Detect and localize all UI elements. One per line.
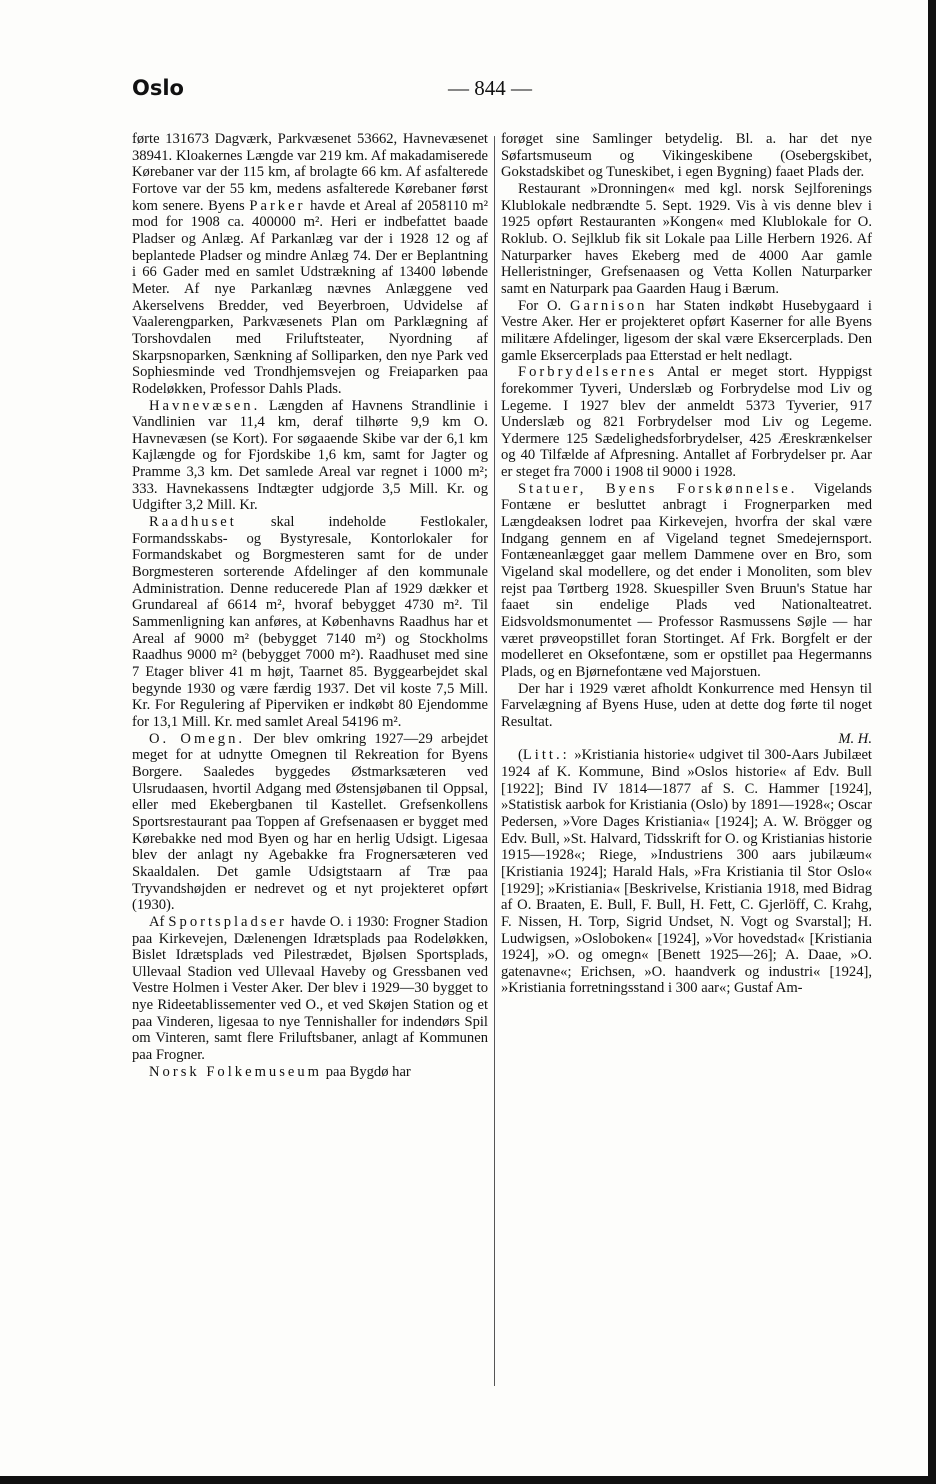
paragraph-text: har Staten indkøbt Husebygaard i Vestre Aker. Her er projekteret opført Kaserner for alle Byens militære Afdelinger, ligesom der skal være Eksercerplads. Den gamle Eksercerplads paa Etterstad er helt nedlagt. [501, 297, 872, 364]
paragraph-text: ( [518, 747, 523, 764]
section-keyword-havnevaesen: Havnevæsen. [149, 397, 261, 414]
paragraph-raadhuset [132, 514, 488, 731]
paragraph-statuer [501, 481, 872, 681]
paragraph-text: førte 131673 Dagværk, Parkvæsenet 53662, Havnevæsenet 38941. Kloakernes Længde var 219 km. Af makadamiserede Kørebaner var der 115 km, af brolagte 66 km. Af asfalterede Fortove var der 55 km, medens asfalterede Kørebaner først kom senere. Byens [132, 131, 488, 214]
section-keyword-raadhuset: Raadhuset [149, 514, 237, 531]
section-keyword-omegn: O. Omegn. [149, 730, 246, 747]
paragraph-text: havde et Areal af 2058110 m² mod for 1908 ca. 400000 m². Heri er indbefattet baade Pladser og Anlæg. Af Parkanlæg var der i 1928 12 og af beplantede Pladser og mindre Anlæg 74. Der er Beplantning i 66 Gader med en samlet Udstrækning af 13400 løbende Meter. Af nye Parkanlæg nævnes Anlæggene ved Akerselvens Bredder, ved Beyerbroen, Udvidelse af Vaalerengparken, Parkvæsenets Plan om Parklægning af Torshovdalen med Friluftsteater, Nyordning af Skarpsnoparken, Sænkning af Solliparken, den nye Park ved Sophiesminde ved Trondhjemsvejen og Freiaparken paa Rodeløkken, Professor Dahls Plads. [132, 197, 488, 397]
paragraph-text: havde O. i 1930: Frogner Stadion paa Kirkevejen, Dælenengen Idrætsplads paa Rodeløkken, Bislet Idrætsplads ved Pilestrædet, Bjølsen Sportsplads, Ullevaal Stadion ved Ullevaal Haveby og Gressbanen ved Vestre Holmen i Vester Aker. Der blev i 1929—30 bygget to nye Rideetablissementer ved O., et ved Skøjen Station og et paa Vinderen, ligesaa to nye Tennishaller for indendørs Spil om Vinteren, samt flere Friluftsbaner, anlagt af Kommunen paa Frogner. [132, 913, 488, 1064]
paragraph-text: Der blev omkring 1927—29 arbejdet meget for at udnytte Omegnen til Rekreation for Byens Borgere. Saaledes byggedes Østmarksæteren ved Ulsrudaasen, hvortil Adgang med Østensjøbanen til Oppsal, eller med Ekebergbanen til Kastellet. Grefsenkollens Sportsrestaurant paa Toppen af Grefsenaasen er bygget med Kørebakke ned mod Byen og har en herlig Udsigt. Ligesaa blev der anlagt ny Agebakke fra Frognersæteren ved Skaaldalen. Det gamle Udsigtstaarn af Træ paa Tryvandshøjden er nedrevet og et nyt projekteret opført (1930). [132, 730, 488, 914]
paragraph-text: skal indeholde Festlokaler, Formandsskabs- og Bystyresale, Kontorlokaler for Formandskabet og Borgmesteren samt for de under Borgmesteren sorterende Afdelinger af den kommunale Administration. Denne reducerede Plan af 1929 dækker et Grundareal af 6614 m², hvoraf bebygget 4730 m². Til Sammenligning kan anføres, at Københavns Raadhus har et Areal af 9000 m² (bebygget 7140 m²) og Stockholms Raadhus 9000 m² (bebygget 7000 m²). Raadhuset med sine 7 Etager bliver 41 m højt, Taarnet 85. Byggearbejdet skal begynde 1930 og være færdig 1937. Det vil koste 7,5 Mill. Kr. For Regulering af Piperviken er indkøbt 80 Ejendomme for 13,1 Mill. Kr. med samlet Areal 54196 m². [132, 514, 488, 730]
paragraph-text: Der har i 1929 været afholdt Konkurrence med Hensyn til Farvelægning af Byens Huse, uden at dette dog førte til noget Resultat. [501, 680, 872, 730]
paragraph-litteratur [501, 747, 872, 997]
paragraph-text: »Kristiania historie« udgivet til 300-Aars Jubilæet 1924 af K. Kommune, Bind »Oslos historie« af Edv. Bull [1922]; Bind IV 1814—1877 af S. C. Hammer [1924], »Statistisk aarbok for Kristiania (Oslo) by 1891—1928«; Oscar Pedersen, »Vore Dages Kristiania« [1924]; A. W. Brögger og Edv. Bull, »St. Halvard, Tidsskrift for O. og Kristianias historie 1915—1928«; Riege, »Industriens 300 aars jubilæum« [Kristiania 1924]; Harald Hals, »Fra Kristiania til Stor Oslo« [1929]; »Kristiania« [Beskrivelse, Kristiania 1918, med Bidrag af O. Braaten, E. Bull, F. Bull, H. Fett, C. Gjerlöff, C. Krahg, F. Nissen, H. Torp, Sigrid Undset, N. Vogt og Svarstal]; H. Ludwigsen, »Osloboken« [1924], »Vor hovedstad« [Kristiania 1924], »O. og omegn« [Benett 1925—26]; A. Daae, »O. gatenavne«; Erichsen, »O. haandverk og industri« [1924], »Kristiania forretningsstand i 300 aar«; Gustaf Am- [501, 747, 872, 997]
section-keyword-litteratur: Litt.: [522, 747, 570, 764]
author-signature: M. H. [838, 730, 872, 747]
paragraph-konkurrence [501, 681, 872, 731]
right-column [501, 131, 872, 997]
section-keyword-statuer: Statuer, Byens Forskønnelse. [518, 480, 798, 497]
paragraph-text: Vigelands Fontæne er besluttet anbragt i Frognerparken med Længdeaksen lodret paa Kirkevejen, hvorfra der skal være Indgang gennem en af Vigeland tegnet Smedejernsport. Fontæneanlægget gaar mellem Dammene over en Bro, som Vigeland skal modellere, og det ender i Monoliten, som blev rejst paa Tørtberg 1928. Skuespiller Sven Bruun's Statue har faaet sin endelige Plads ved Nationalteatret. Eidsvoldsmonumentet — Professor Rasmussens Søjle — har været prøveopstillet foran Stortinget. Af Frk. Borgfelt er der modelleret en Oksefontæne, som er opstillet paa Hegermanns Plads, og en Bjørnefontæne ved Majorstuen. [501, 480, 872, 680]
left-column [132, 131, 488, 1080]
paragraph-text: For O. [518, 297, 562, 314]
paragraph-text: Længden af Havnens Strandlinie i Vandlinien var 11,4 km, deraf tilhørte 9,9 km O. Havnevæsen (se Kort). For søgaaende Skibe var der 6,1 km Kajlængde og for Fjordskibe 1,6 km, samt for Jagter og Pramme 3,3 km. Det samlede Areal var regnet i 1000 m²; 333. Havnekassens Indtægter udgjorde 3,5 Mill. Kr. og Udgifter 3,2 Mill. Kr. [132, 397, 488, 514]
paragraph-text: Antal er meget stort. Hyppigst forekommer Tyveri, Underslæb og Forbrydelse mod Liv og Legeme. I 1927 blev der anmeldt 5373 Tyverier, 917 Underslæb og 821 Forbrydelser mod Liv og Legeme. Ydermere 125 Sædelighedsforbrydelser, 425 Æreskrænkelser og 40 Tilfælde af Afpresning. Antallet af Forbrydelser pr. Aar er steget fra 7000 i 1908 til 9000 i 1928. [501, 364, 872, 481]
paragraph-text: paa Bygdø har [325, 1063, 411, 1080]
paragraph-folkemuseum [132, 1064, 488, 1081]
paragraph-omegn [132, 731, 488, 914]
section-keyword-garnison: Garnison [569, 297, 648, 314]
page-header [130, 76, 810, 108]
paragraph-works [132, 131, 488, 398]
paragraph-restaurant [501, 181, 872, 298]
paragraph-text: Restaurant »Dronningen« med kgl. norsk Sejlforenings Klublokale nedbrændte 5. Sept. 1929. Vis à vis denne blev i 1925 opført Restauranten »Kongen« med Klublokale for O. Roklub. O. Sejlklub fik sit Lokale paa Lille Herbern 1926. Af Naturparker haves Ekeberg med de 4000 Aar gamle Helleristninger, Grefsenaasen og Vetta Kollen Naturparker samt en Naturpark paa Gaarden Haug i Bærum. [501, 180, 872, 297]
section-keyword-parker: Parker [249, 197, 306, 214]
paragraph-sportspladser [132, 914, 488, 1064]
section-keyword-folkemuseum: Norsk Folkemuseum [149, 1063, 323, 1080]
page-number: — 844 — [448, 76, 532, 100]
paragraph-garnison [501, 298, 872, 365]
section-keyword-forbrydelser: Forbrydelsernes [518, 364, 658, 381]
running-head: Oslo [132, 76, 184, 100]
paragraph-forbrydelser [501, 364, 872, 481]
paragraph-text: Af [149, 913, 165, 930]
column-divider [494, 136, 495, 1386]
paragraph-samlinger [501, 131, 872, 181]
paragraph-text: forøget sine Samlinger betydelig. Bl. a. har det nye Søfartsmuseum og Vikingeskibene (Osebergskibet, Gokstadskibet og Tuneskibet, i egen Bygning) faaet Plads der. [501, 131, 872, 181]
paragraph-havnevaesen [132, 398, 488, 515]
section-keyword-sportspladser: Sportspladser [168, 913, 287, 930]
